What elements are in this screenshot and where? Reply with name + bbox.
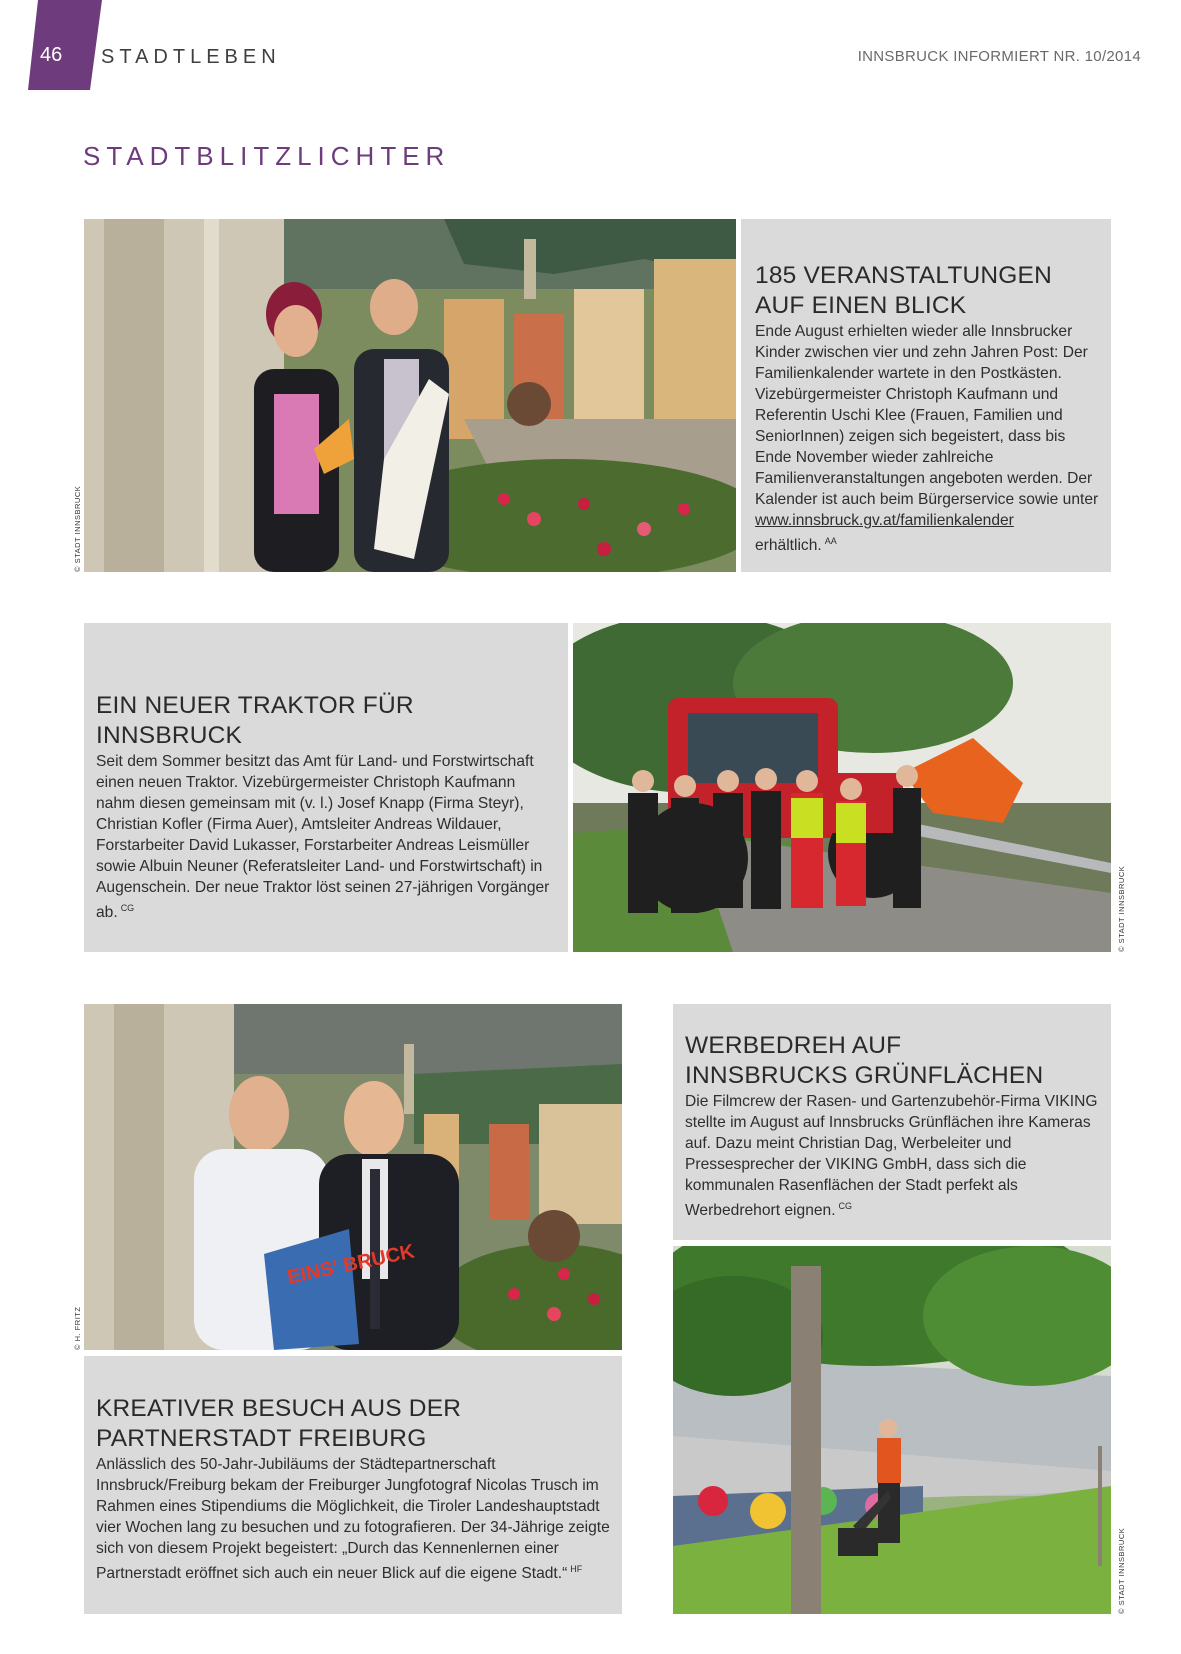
author-signature: AA: [824, 536, 837, 546]
page-number: 46: [40, 44, 63, 66]
article-box-tractor: [84, 623, 568, 952]
photo-credit: © STADT INNSBRUCK: [1117, 865, 1126, 952]
photo-credit: © STADT INNSBRUCK: [1117, 1527, 1126, 1614]
article-box-calendar: [741, 219, 1111, 572]
photo-tractor: [573, 623, 1111, 952]
photo-viking-mowing: [673, 1246, 1111, 1614]
article-body: Anlässlich des 50-Jahr-Jubiläums der Städtepartnerschaft Innsbruck/Freiburg bekam der Freiburger Jungfotograf Nicolas Trusch im Rahmen eines Stipendiums die Möglichkeit, die Tiroler Landeshauptstadt vier Wochen lang zu besuchen und zu fotografieren. Der 34-Jährige zeigte sich von diesem Projekt begeistert: „Durch das Kennenlernen einer Partnerstadt eröffnet sich auch ein neuer Blick auf die eigene Stadt.“ $^{HF}$: [96, 1456, 610, 1583]
author-signature: CG: [120, 903, 135, 913]
article-title: 185 VERANSTALTUNGEN AUF EINEN BLICK: [755, 262, 1052, 319]
article-title: WERBEDREH AUF INNSBRUCKS GRÜNFLÄCHEN: [685, 1032, 1044, 1089]
issue-label: INNSBRUCK INFORMIERT NR. 10/2014: [857, 48, 1141, 65]
photo-calendar-presentation: [84, 219, 736, 572]
book-cover-text: EINS' BRUCK: [285, 1240, 417, 1289]
article-box-viking: [673, 1004, 1111, 1240]
author-signature: HF: [570, 1564, 583, 1574]
photo-freiburg-visit: [84, 1004, 622, 1350]
section-label: STADTLEBEN: [101, 46, 281, 68]
photo-credit: © H. FRITZ: [73, 1306, 82, 1350]
page-title: STADTBLITZLICHTER: [83, 141, 451, 171]
author-signature: CG: [838, 1201, 853, 1211]
article-title: KREATIVER BESUCH AUS DER PARTNERSTADT FREIBURG: [96, 1395, 462, 1452]
article-body: Seit dem Sommer besitzt das Amt für Land- und Forstwirtschaft einen neuen Traktor. Vizebürgermeister Christoph Kaufmann nahm diesen gemeinsam mit (v. l.) Josef Knapp (Firma Steyr), Christian Kofler (Firma Auer), Amtsleiter Andreas Wildauer, Forstarbeiter David Lukasser, Forstarbeiter Andreas Leismüller sowie Albuin Neuner (Referatsleiter Land- und Forstwirtschaft) in Augenschein. Der neue Traktor löst seinen 27-jährigen Vorgänger ab. $^{CG}$: [96, 753, 550, 922]
article-body: Die Filmcrew der Rasen- und Gartenzubehör-Firma VIKING stellte im August auf Innsbrucks Grünflächen ihre Kameras auf. Dazu meint Christian Dag, Werbeleiter und Pressesprecher der VIKING GmbH, dass sich die kommunalen Rasenflächen der Stadt perfekt als Werbedrehort eignen. $^{CG}$: [685, 1093, 1098, 1220]
article-body: Ende August erhielten wieder alle Innsbrucker Kinder zwischen vier und zehn Jahren Post: Der Familienkalender wartete in den Postkästen. Vizebürgermeister Christoph Kaufmann und Referentin Uschi Klee (Frauen, Familien und SeniorInnen) zeigen sich begeistert, dass bis Ende November wieder zahlreiche Familienveranstaltungen angeboten werden. Der Kalender ist auch beim Bürgerservice sowie unter www.innsbruck.gv.at/familienkalender erhältlich. $^{AA}$: [755, 323, 1099, 555]
photo-credit: © STADT INNSBRUCK: [73, 485, 82, 572]
article-title: EIN NEUER TRAKTOR FÜR INNSBRUCK: [96, 692, 414, 749]
article-box-freiburg: [84, 1356, 622, 1614]
calendar-link[interactable]: www.innsbruck.gv.at/familienkalender: [755, 512, 1014, 529]
